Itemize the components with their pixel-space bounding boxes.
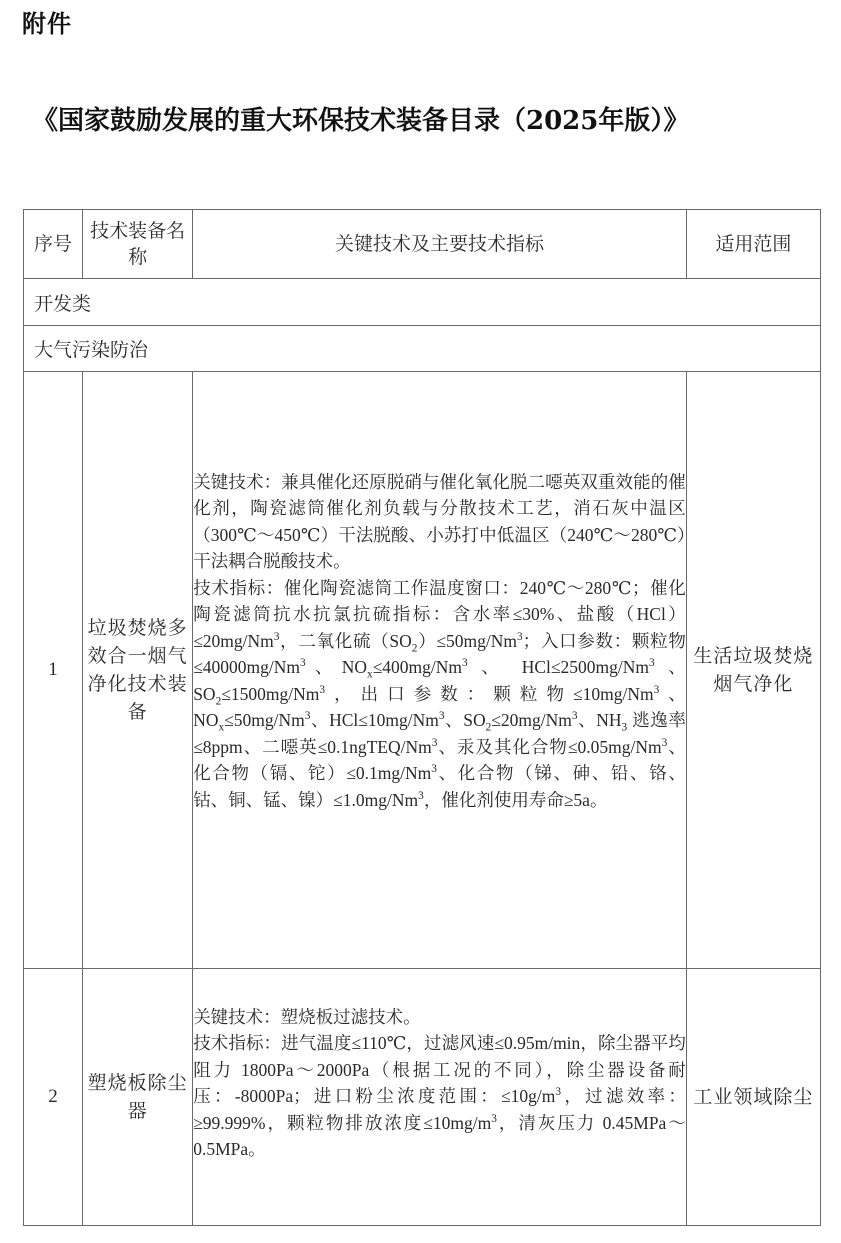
subcategory-row bbox=[24, 326, 821, 372]
subcategory-label: 大气污染防治 bbox=[24, 326, 821, 372]
row-seq: 1 bbox=[24, 372, 83, 969]
header-name: 技术装备名称 bbox=[83, 210, 193, 279]
category-label: 开发类 bbox=[24, 279, 821, 326]
row-scope: 生活垃圾焚烧烟气净化 bbox=[686, 372, 820, 969]
header-scope: 适用范围 bbox=[686, 210, 820, 279]
category-row bbox=[24, 279, 821, 326]
header-seq: 序号 bbox=[24, 210, 83, 279]
row-key-tech bbox=[193, 969, 687, 1226]
row-name: 塑烧板除尘器 bbox=[83, 969, 193, 1226]
row-scope: 工业领域除尘 bbox=[686, 969, 820, 1226]
indicators-text: 技术指标：催化陶瓷滤筒工作温度窗口：240℃～280℃；催化陶瓷滤筒抗水抗氯抗硫指标：含水率≤30%、盐酸$(HCl)\le 20mg/Nm^3$，二氧化硫$(SO_2)\le 50mg/Nm^3$；入口参数：颗粒物$\le 40000mg/Nm^3$、$NO_x\le 400mg/Nm^3$ 、 $HCl\le 2500mg/Nm^3$ 、 $SO_2\le 1500mg/Nm^3$，出口参数：颗粒物$\le 10mg/Nm^3$、$NO_x\le 50mg/Nm^3$、$HCl\le 10mg/Nm^3$、$SO_2\le 20mg/Nm^3$、$NH_3$ 逃逸率≤8ppm、二噁英$\le 0.1ngTEQ/Nm^3$、汞及其化合物$\le 0.05mg/Nm^3$、化合物（镉、铊）$\le 0.1mg/Nm^3$、化合物（锑、砷、铅、铬、钴、铜、锰、镍）$\le 1.0mg/Nm^3$，催化剂使用寿命≥5a。 bbox=[193, 577, 686, 810]
document-title: 《国家鼓励发展的重大环保技术装备目录（2025年版）》 bbox=[32, 106, 690, 136]
key-tech-text: 关键技术：塑烧板过滤技术。 bbox=[193, 1006, 421, 1027]
key-tech-text: 关键技术：兼具催化还原脱硝与催化氧化脱二噁英双重效能的催化剂，陶瓷滤筒催化剂负载与分散技术工艺，消石灰中温区（300℃～450℃）干法脱酸、小苏打中低温区（240℃～280℃）干法耦合脱酸技术。 bbox=[193, 471, 686, 572]
indicators-text: 技术指标：进气温度≤110℃，过滤风速≤0.95m/min，除尘器平均阻力 1800Pa～2000Pa（根据工况的不同），除尘器设备耐压：-8000Pa；进口粉尘浓度范围：$\le 10g/m^3$，过滤效率：≥99.999%，颗粒物排放浓度$\le 10mg/m^3$，清灰压力 0.45MPa～0.5MPa。 bbox=[193, 1033, 686, 1159]
header-key-tech: 关键技术及主要技术指标 bbox=[193, 210, 687, 279]
attachment-label: 附件 bbox=[22, 10, 72, 38]
row-key-tech bbox=[193, 372, 687, 969]
catalog-table bbox=[23, 209, 821, 1226]
table-row bbox=[24, 969, 821, 1226]
table-header-row bbox=[24, 210, 821, 279]
row-name: 垃圾焚烧多效合一烟气净化技术装备 bbox=[83, 372, 193, 969]
row-seq: 2 bbox=[24, 969, 83, 1226]
table-row bbox=[24, 372, 821, 969]
